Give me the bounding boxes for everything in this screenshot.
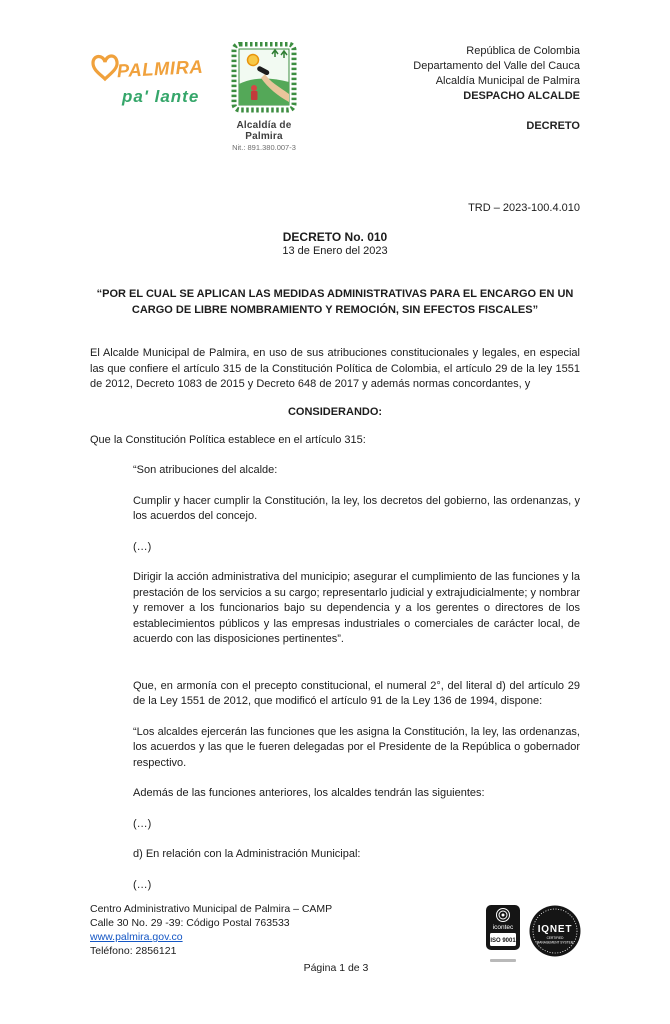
document-type-label: DECRETO <box>526 120 580 132</box>
decree-title: “POR EL CUAL SE APLICAN LAS MEDIDAS ADMINISTRATIVAS PARA EL ENCARGO EN UN CARGO DE LIBRE NOMBRAMIENTO Y REMOCIÓN, SIN EFECTOS FISCALES” <box>96 288 574 316</box>
icontec-iso9001-icon <box>485 904 521 952</box>
quote-administracion-municipal: d) En relación con la Administración Municipal: <box>133 848 361 860</box>
iqnet-badge-icon <box>528 904 582 958</box>
quote-dirigir: Dirigir la acción administrativa del municipio; asegurar el cumplimiento de las funciones y la prestación de los servicios a su cargo; representarlo judicial y extrajudicialmente; y nombrar y remover a los funcionarios bajo su dependencia y a los gerentes o directores de los establecimientos públicos y las empresas industriales o comerciales de carácter local, de acuerdo con las disposiciones pertinentes”. <box>133 571 580 645</box>
quote-ademas-funciones: Además de las funciones anteriores, los alcaldes tendrán las siguientes: <box>133 787 485 799</box>
page-footer <box>90 902 582 974</box>
footer-website-link[interactable]: www.palmira.gov.co <box>90 931 183 943</box>
ellipsis-2: (…) <box>133 817 152 830</box>
ellipsis-3: (…) <box>133 878 152 891</box>
heart-icon <box>93 56 117 79</box>
quote-atribuciones: “Son atribuciones del alcalde: <box>133 464 278 476</box>
trd-reference: TRD – 2023-100.4.010 <box>468 202 580 214</box>
wordmark-text-palmira: PALMIRA <box>116 55 204 82</box>
header-logos <box>90 42 310 152</box>
letterhead-line-department: Departamento del Valle del Cauca <box>413 60 580 72</box>
footer-address-block <box>90 902 332 958</box>
letterhead-line-republic: República de Colombia <box>466 45 580 57</box>
quote-alcaldes-ejerceran: “Los alcaldes ejercerán las funciones que les asigna la Constitución, la ley, las ordenanzas, los acuerdos y las que le fueren delegadas por el Presidente de la República o gobernador respectivo. <box>133 725 580 769</box>
decree-date: 13 de Enero del 2023 <box>282 245 388 257</box>
iqnet-label: IQNET <box>537 924 573 935</box>
iqnet-sub2: MANAGEMENT SYSTEM <box>536 940 574 945</box>
alcaldia-crest-block <box>218 42 310 152</box>
considerando-heading: CONSIDERANDO: <box>287 405 383 418</box>
ellipsis-1: (…) <box>133 540 152 553</box>
intro-paragraph: El Alcalde Municipal de Palmira, en uso de sus atribuciones constitucionales y legales, en especial las que confiere el artículo 315 de la Constitución Política de Colombia, el artículo 29 de la ley 1551 de 2012, Decreto 1083 de 2015 y Decreto 648 de 2017 y además normas concordantes, y <box>90 347 580 390</box>
icontec-fineprint <box>490 959 516 962</box>
page-number: Página 1 de 3 <box>303 962 369 974</box>
wordmark-text-palante: pa' lante <box>122 87 200 106</box>
paragraph-article-315: Que la Constitución Política establece en el artículo 315: <box>90 433 366 446</box>
footer-camp-line: Centro Administrativo Municipal de Palmira – CAMP <box>90 903 333 915</box>
icontec-badge <box>485 904 521 962</box>
page-header <box>90 42 580 152</box>
icontec-label: icontec <box>492 924 514 931</box>
crest-caption: Alcaldía de Palmira <box>236 120 292 142</box>
iso-9001-label: ISO 9001 <box>490 938 516 944</box>
iqnet-sub1: CERTIFIED <box>546 936 564 940</box>
crest-nit: Nit.: 891.380.007-3 <box>232 143 296 152</box>
footer-phone-line: Teléfono: 2856121 <box>90 945 177 957</box>
certification-badges <box>485 904 582 962</box>
quote-cumplir: Cumplir y hacer cumplir la Constitución, la ley, los decretos del gobierno, las ordenanzas, y los acuerdos del concejo. <box>133 494 580 522</box>
letterhead-line-alcaldia: Alcaldía Municipal de Palmira <box>435 75 580 87</box>
letterhead-line-despacho: DESPACHO ALCALDE <box>463 90 580 102</box>
paragraph-ley-1551: Que, en armonía con el precepto constitucional, el numeral 2°, del literal d) del artículo 29 de la Ley 1551 de 2012, que modificó el artículo 91 de la Ley 136 de 1994, dispone: <box>133 679 580 707</box>
alcaldia-crest-icon <box>226 101 302 118</box>
palmira-wordmark-logo <box>90 42 208 125</box>
decree-number: DECRETO No. 010 <box>282 230 388 244</box>
footer-address-line: Calle 30 No. 29 -39: Código Postal 763533 <box>90 917 290 929</box>
letterhead-block <box>413 42 580 134</box>
